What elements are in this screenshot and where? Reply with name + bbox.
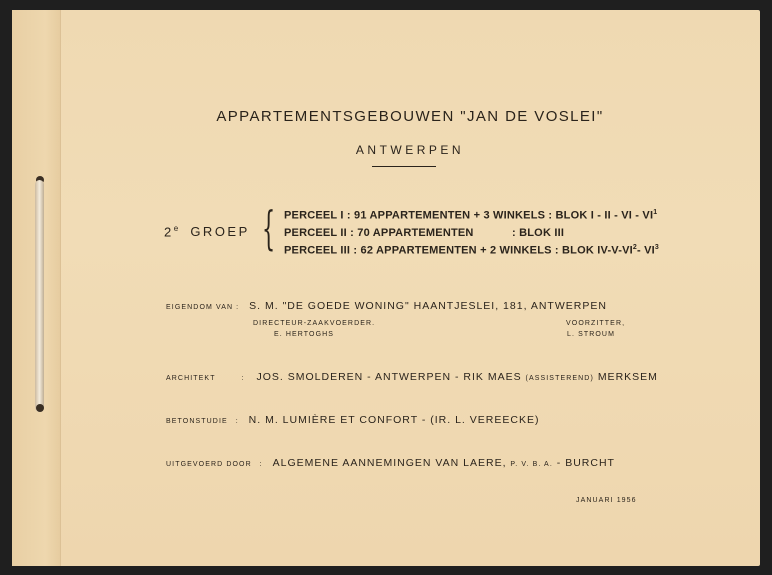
uitgevoerd-value: ALGEMENE AANNEMINGEN VAN LAERE, bbox=[272, 457, 507, 469]
chair-title: VOORZITTER, bbox=[566, 320, 626, 327]
chair-name: L. STROUM bbox=[567, 331, 616, 338]
groep-suffix: e bbox=[173, 224, 179, 233]
director-name: E. HERTOGHS bbox=[274, 331, 335, 338]
document-cover bbox=[12, 10, 760, 566]
architekt-sep: : bbox=[241, 375, 245, 382]
perceel-3-text: PERCEEL III : 62 APPARTEMENTEN + 2 WINKELS : BLOK IV-V-VI bbox=[284, 244, 633, 257]
betonstudie-value: N. M. LUMIÈRE ET CONFORT - (IR. L. VEREECKE) bbox=[248, 414, 540, 426]
architekt-value: JOS. SMOLDEREN - ANTWERPEN - RIK MAES bbox=[256, 371, 522, 383]
perceel-2-blok: : BLOK III bbox=[512, 227, 565, 239]
eigendom-row bbox=[166, 300, 607, 312]
perceel-3-sup: 2 bbox=[632, 244, 637, 251]
perceel-line-2 bbox=[284, 227, 565, 239]
perceel-1-text: PERCEEL I : 91 APPARTEMENTEN + 3 WINKELS : BLOK I - II - VI - VI bbox=[284, 209, 654, 222]
perceel-3-tail: - VI bbox=[636, 244, 655, 257]
perceel-1-sup: 1 bbox=[653, 209, 658, 216]
binding-spine bbox=[12, 10, 61, 566]
uitgevoerd-pvba: P. V. B. A. bbox=[510, 461, 553, 468]
betonstudie-sep: : bbox=[235, 418, 239, 425]
document-city: ANTWERPEN bbox=[355, 143, 465, 157]
architekt-assist: (ASSISTEREND) bbox=[525, 375, 594, 382]
perceel-2-text: PERCEEL II : 70 APPARTEMENTEN bbox=[284, 227, 474, 239]
groep-text: GROEP bbox=[190, 224, 250, 240]
binding-hole-bottom bbox=[36, 404, 44, 412]
uitgevoerd-row bbox=[166, 457, 615, 469]
document-date: JANUARI 1956 bbox=[576, 497, 637, 504]
uitgevoerd-label: UITGEVOERD DOOR bbox=[166, 461, 252, 468]
architekt-row bbox=[166, 371, 658, 383]
perceel-3-sup2: 3 bbox=[654, 244, 659, 251]
binding-cord bbox=[35, 180, 44, 412]
eigendom-value: S. M. "DE GOEDE WONING" HAANTJESLEI, 181, ANTWERPEN bbox=[249, 300, 607, 312]
brace-symbol: { bbox=[262, 201, 276, 255]
title-divider bbox=[372, 166, 436, 167]
architekt-place: MERKSEM bbox=[597, 371, 658, 383]
groep-number: 2 bbox=[164, 224, 174, 240]
groep-label bbox=[164, 224, 250, 239]
architekt-label: ARCHITEKT bbox=[166, 375, 216, 382]
uitgevoerd-sep: : bbox=[259, 461, 263, 468]
director-title: DIRECTEUR-ZAAKVOERDER. bbox=[253, 320, 376, 327]
document-title: APPARTEMENTSGEBOUWEN "JAN DE VOSLEI" bbox=[216, 108, 604, 125]
perceel-line-3 bbox=[284, 244, 659, 257]
uitgevoerd-place: - BURCHT bbox=[556, 457, 615, 469]
eigendom-label: EIGENDOM VAN : bbox=[166, 304, 240, 311]
betonstudie-label: BETONSTUDIE bbox=[166, 418, 228, 425]
betonstudie-row bbox=[166, 414, 539, 426]
perceel-line-1 bbox=[284, 209, 657, 222]
